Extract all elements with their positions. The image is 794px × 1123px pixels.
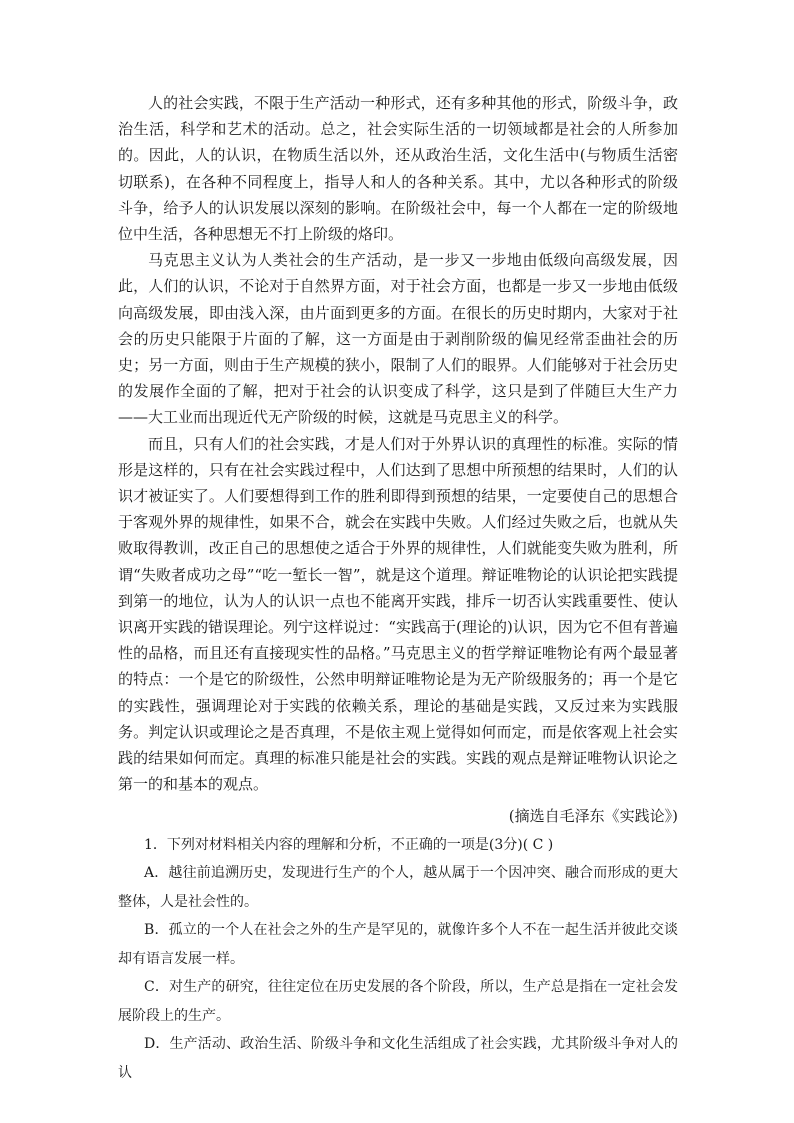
passage-paragraph-1: 人的社会实践，不限于生产活动一种形式，还有多种其他的形式，阶级斗争，政治生活，科学和艺术的活动。总之，社会实际生活的一切领域都是社会的人所参加的。因此，人的认识，在物质生活以外，还从政治生活，文化生活中(与物质生活密切联系)，在各种不同程度上，指导人和人的各种关系。其中，尤以各种形式的阶级斗争，给予人的认识发展以深刻的影响。在阶级社会中，每一个人都在一定的阶级地位中生活，各种思想无不打上阶级的烙印。 [118, 94, 678, 244]
question-stem: 1．下列对材料相关内容的理解和分析，不正确的一项是(3分)( C ) [144, 837, 554, 854]
document-page [118, 90, 678, 1087]
question-option-a: A．越往前追溯历史，发现进行生产的个人，越从属于一个因冲突、融合而形成的更大整体，人是社会性的。 [118, 865, 678, 910]
passage-paragraph-3: 而且，只有人们的社会实践，才是人们对于外界认识的真理性的标准。实际的情形是这样的，只有在社会实践过程中，人们达到了思想中所预想的结果时，人们的认识才被证实了。人们要想得到工作的胜利即得到预想的结果，一定要使自己的思想合于客观外界的规律性，如果不合，就会在实践中失败。人们经过失败之后，也就从失败取得教训，改正自己的思想使之适合于外界的规律性，人们就能变失败为胜利，所谓“失败者成功之母”“吃一堑长一智”，就是这个道理。辩证唯物论的认识论把实践提到第一的地位，认为人的认识一点也不能离开实践，排斥一切否认实践重要性、使认识离开实践的错误理论。列宁这样说过：“实践高于(理论的)认识，因为它不但有普遍性的品格，而且还有直接现实性的品格。”马克思主义的哲学辩证唯物论有两个最显著的特点：一个是它的阶级性，公然申明辩证唯物论是为无产阶级服务的；再一个是它的实践性，强调理论对于实践的依赖关系，理论的基础是实践，又反过来为实践服务。判定认识或理论之是否真理，不是依主观上觉得如何而定，而是依客观上社会实践的结果如何而定。真理的标准只能是社会的实践。实践的观点是辩证唯物认识论之第一的和基本的观点。 [118, 434, 678, 794]
question-option-c: C．对生产的研究，往往定位在历史发展的各个阶段，所以，生产总是指在一定社会发展阶段上的生产。 [118, 979, 678, 1024]
question-option-d: D．生产活动、政治生活、阶级斗争和文化生活组成了社会实践，尤其阶级斗争对人的认 [118, 1036, 678, 1081]
passage-paragraph-2: 马克思主义认为人类社会的生产活动，是一步又一步地由低级向高级发展，因此，人们的认识，不论对于自然界方面，对于社会方面，也都是一步又一步地由低级向高级发展，即由浅入深，由片面到更多的方面。在很长的历史时期内，大家对于社会的历史只能限于片面的了解，这一方面是由于剥削阶级的偏见经常歪曲社会的历史；另一方面，则由于生产规模的狭小，限制了人们的眼界。人们能够对于社会历史的发展作全面的了解，把对于社会的认识变成了科学，这只是到了伴随巨大生产力——大工业而出现近代无产阶级的时候，这就是马克思主义的科学。 [118, 251, 678, 427]
question-option-b: B．孤立的一个人在社会之外的生产是罕见的，就像许多个人不在一起生活并彼此交谈却有语言发展一样。 [118, 922, 678, 967]
passage-source: (摘选自毛泽东《实践论》) [508, 807, 678, 826]
